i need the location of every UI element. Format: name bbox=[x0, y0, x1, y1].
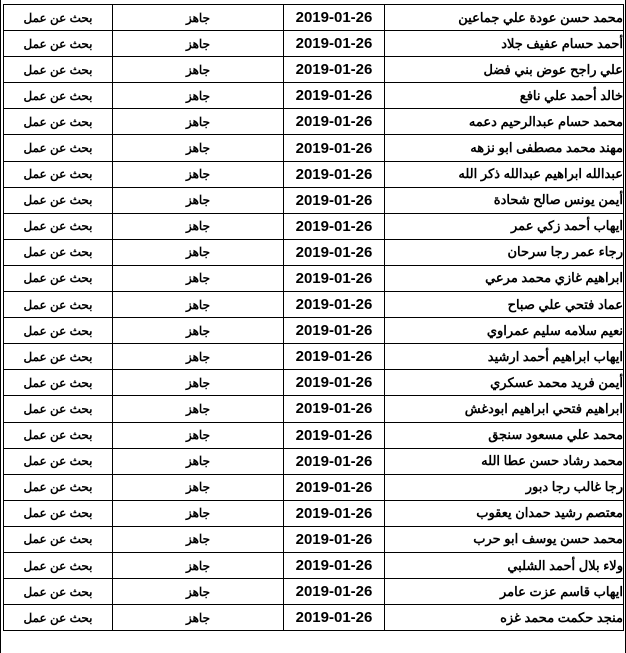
table-row bbox=[4, 474, 624, 500]
table-row bbox=[4, 526, 624, 552]
table-row bbox=[4, 213, 624, 239]
status-cell: بحث عن عمل bbox=[4, 57, 113, 83]
readiness-cell: جاهز bbox=[113, 265, 284, 291]
name-cell: محمد حسن عودة علي جماعين bbox=[385, 5, 624, 31]
date-cell: 2019-01-26 bbox=[284, 161, 385, 187]
table-row bbox=[4, 292, 624, 318]
readiness-cell: جاهز bbox=[113, 344, 284, 370]
date-cell: 2019-01-26 bbox=[284, 552, 385, 578]
name-cell: ولاء بلال أحمد الشلبي bbox=[385, 552, 624, 578]
readiness-cell: جاهز bbox=[113, 500, 284, 526]
readiness-cell: جاهز bbox=[113, 239, 284, 265]
status-cell: بحث عن عمل bbox=[4, 318, 113, 344]
status-cell: بحث عن عمل bbox=[4, 161, 113, 187]
date-cell: 2019-01-26 bbox=[284, 579, 385, 605]
name-cell: أيمن يونس صالح شحادة bbox=[385, 187, 624, 213]
name-cell: رجاء عمر رجا سرحان bbox=[385, 239, 624, 265]
name-cell: ابراهيم فتحي ابراهيم ابودغش bbox=[385, 396, 624, 422]
readiness-cell: جاهز bbox=[113, 187, 284, 213]
candidates-table bbox=[3, 4, 624, 631]
table-row bbox=[4, 448, 624, 474]
status-cell: بحث عن عمل bbox=[4, 239, 113, 265]
table-row bbox=[4, 135, 624, 161]
readiness-cell: جاهز bbox=[113, 318, 284, 344]
date-cell: 2019-01-26 bbox=[284, 448, 385, 474]
status-cell: بحث عن عمل bbox=[4, 344, 113, 370]
name-cell: ابراهيم غازي محمد مرعي bbox=[385, 265, 624, 291]
name-cell: عبدالله ابراهيم عبدالله ذكر الله bbox=[385, 161, 624, 187]
name-cell: ايهاب ابراهيم أحمد ارشيد bbox=[385, 344, 624, 370]
status-cell: بحث عن عمل bbox=[4, 579, 113, 605]
name-cell: خالد أحمد علي نافع bbox=[385, 83, 624, 109]
readiness-cell: جاهز bbox=[113, 135, 284, 161]
readiness-cell: جاهز bbox=[113, 474, 284, 500]
readiness-cell: جاهز bbox=[113, 422, 284, 448]
status-cell: بحث عن عمل bbox=[4, 109, 113, 135]
readiness-cell: جاهز bbox=[113, 526, 284, 552]
table-row bbox=[4, 109, 624, 135]
readiness-cell: جاهز bbox=[113, 5, 284, 31]
status-cell: بحث عن عمل bbox=[4, 213, 113, 239]
table-row bbox=[4, 31, 624, 57]
status-cell: بحث عن عمل bbox=[4, 448, 113, 474]
readiness-cell: جاهز bbox=[113, 579, 284, 605]
table-row bbox=[4, 161, 624, 187]
date-cell: 2019-01-26 bbox=[284, 318, 385, 344]
name-cell: معتصم رشيد حمدان يعقوب bbox=[385, 500, 624, 526]
table-row bbox=[4, 265, 624, 291]
name-cell: منجد حكمت محمد غزه bbox=[385, 605, 624, 631]
table-row bbox=[4, 422, 624, 448]
status-cell: بحث عن عمل bbox=[4, 265, 113, 291]
readiness-cell: جاهز bbox=[113, 370, 284, 396]
status-cell: بحث عن عمل bbox=[4, 5, 113, 31]
table-row bbox=[4, 370, 624, 396]
name-cell: محمد رشاد حسن عطا الله bbox=[385, 448, 624, 474]
readiness-cell: جاهز bbox=[113, 31, 284, 57]
readiness-cell: جاهز bbox=[113, 57, 284, 83]
date-cell: 2019-01-26 bbox=[284, 344, 385, 370]
date-cell: 2019-01-26 bbox=[284, 83, 385, 109]
name-cell: محمد حسام عبدالرحيم دعمه bbox=[385, 109, 624, 135]
table-row bbox=[4, 605, 624, 631]
table-row bbox=[4, 187, 624, 213]
date-cell: 2019-01-26 bbox=[284, 370, 385, 396]
status-cell: بحث عن عمل bbox=[4, 526, 113, 552]
readiness-cell: جاهز bbox=[113, 109, 284, 135]
date-cell: 2019-01-26 bbox=[284, 213, 385, 239]
table-row bbox=[4, 552, 624, 578]
date-cell: 2019-01-26 bbox=[284, 135, 385, 161]
table-body bbox=[4, 5, 624, 631]
table-row bbox=[4, 83, 624, 109]
table-row bbox=[4, 500, 624, 526]
readiness-cell: جاهز bbox=[113, 292, 284, 318]
readiness-cell: جاهز bbox=[113, 213, 284, 239]
name-cell: أيمن فريد محمد عسكري bbox=[385, 370, 624, 396]
status-cell: بحث عن عمل bbox=[4, 552, 113, 578]
readiness-cell: جاهز bbox=[113, 605, 284, 631]
readiness-cell: جاهز bbox=[113, 83, 284, 109]
table-row bbox=[4, 239, 624, 265]
name-cell: ايهاب قاسم عزت عامر bbox=[385, 579, 624, 605]
name-cell: مهند محمد مصطفى ابو نزهه bbox=[385, 135, 624, 161]
table-row bbox=[4, 579, 624, 605]
date-cell: 2019-01-26 bbox=[284, 474, 385, 500]
date-cell: 2019-01-26 bbox=[284, 500, 385, 526]
status-cell: بحث عن عمل bbox=[4, 31, 113, 57]
date-cell: 2019-01-26 bbox=[284, 605, 385, 631]
date-cell: 2019-01-26 bbox=[284, 526, 385, 552]
table-row bbox=[4, 344, 624, 370]
status-cell: بحث عن عمل bbox=[4, 370, 113, 396]
table-row bbox=[4, 57, 624, 83]
date-cell: 2019-01-26 bbox=[284, 109, 385, 135]
status-cell: بحث عن عمل bbox=[4, 187, 113, 213]
name-cell: محمد حسن يوسف ابو حرب bbox=[385, 526, 624, 552]
name-cell: ايهاب أحمد زكي عمر bbox=[385, 213, 624, 239]
status-cell: بحث عن عمل bbox=[4, 422, 113, 448]
status-cell: بحث عن عمل bbox=[4, 396, 113, 422]
date-cell: 2019-01-26 bbox=[284, 187, 385, 213]
date-cell: 2019-01-26 bbox=[284, 265, 385, 291]
table-row bbox=[4, 318, 624, 344]
date-cell: 2019-01-26 bbox=[284, 5, 385, 31]
name-cell: عماد فتحي علي صباح bbox=[385, 292, 624, 318]
table-row bbox=[4, 396, 624, 422]
table-row bbox=[4, 5, 624, 31]
status-cell: بحث عن عمل bbox=[4, 474, 113, 500]
date-cell: 2019-01-26 bbox=[284, 239, 385, 265]
readiness-cell: جاهز bbox=[113, 552, 284, 578]
status-cell: بحث عن عمل bbox=[4, 500, 113, 526]
readiness-cell: جاهز bbox=[113, 448, 284, 474]
date-cell: 2019-01-26 bbox=[284, 57, 385, 83]
date-cell: 2019-01-26 bbox=[284, 292, 385, 318]
name-cell: نعيم سلامه سليم عمراوي bbox=[385, 318, 624, 344]
date-cell: 2019-01-26 bbox=[284, 396, 385, 422]
name-cell: محمد علي مسعود سنجق bbox=[385, 422, 624, 448]
status-cell: بحث عن عمل bbox=[4, 605, 113, 631]
status-cell: بحث عن عمل bbox=[4, 83, 113, 109]
status-cell: بحث عن عمل bbox=[4, 292, 113, 318]
date-cell: 2019-01-26 bbox=[284, 31, 385, 57]
date-cell: 2019-01-26 bbox=[284, 422, 385, 448]
readiness-cell: جاهز bbox=[113, 161, 284, 187]
name-cell: رجا غالب رجا دبور bbox=[385, 474, 624, 500]
name-cell: أحمد حسام عفيف جلاد bbox=[385, 31, 624, 57]
readiness-cell: جاهز bbox=[113, 396, 284, 422]
name-cell: علي راجح عوض بني فضل bbox=[385, 57, 624, 83]
status-cell: بحث عن عمل bbox=[4, 135, 113, 161]
